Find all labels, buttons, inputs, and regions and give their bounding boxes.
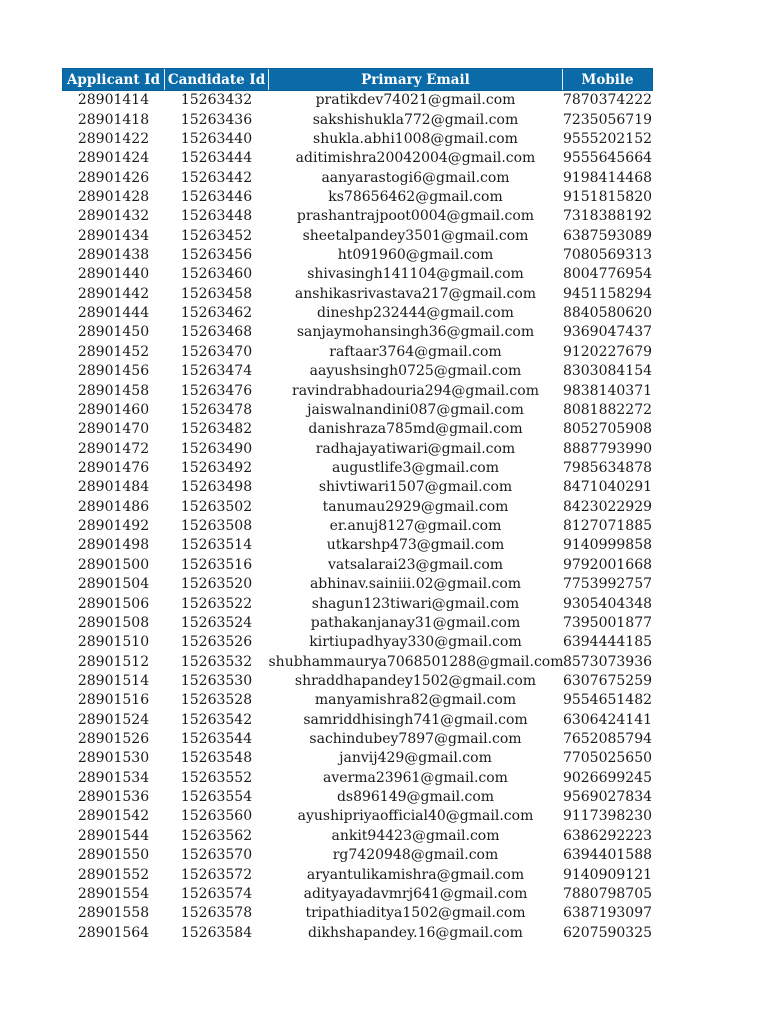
table-header <box>63 69 653 91</box>
primary-email-cell: dikhshapandey.16@gmail.com <box>308 924 523 941</box>
mobile-cell: 6386292223 <box>562 827 653 844</box>
candidate-id-cell: 15263448 <box>180 208 253 225</box>
mobile-cell: 7318388192 <box>562 208 653 225</box>
candidate-id-cell: 15263560 <box>180 808 253 825</box>
table-row <box>63 769 653 788</box>
table-row <box>63 246 653 265</box>
table-row <box>63 517 653 536</box>
table-row <box>63 575 653 594</box>
table-row <box>63 749 653 768</box>
candidate-id-cell: 15263570 <box>180 847 253 864</box>
table-row <box>63 207 653 226</box>
mobile-cell: 7652085794 <box>562 731 653 748</box>
primary-email-cell: sakshishukla772@gmail.com <box>312 111 519 128</box>
applicant-id-cell: 28901456 <box>77 363 150 380</box>
mobile-cell: 8004776954 <box>562 266 653 283</box>
applicant-id-cell: 28901476 <box>77 460 150 476</box>
table-row <box>63 614 653 633</box>
table-row <box>63 788 653 807</box>
candidate-id-cell: 15263528 <box>180 692 253 709</box>
table-row <box>63 265 653 284</box>
applicant-id-cell: 28901452 <box>77 343 150 360</box>
applicant-id-cell: 28901432 <box>77 208 150 225</box>
mobile-cell: 9151815820 <box>562 188 653 205</box>
table-row <box>63 110 653 129</box>
applicant-id-cell: 28901438 <box>77 247 150 264</box>
candidate-id-cell: 15263548 <box>180 750 253 767</box>
primary-email-cell: ankit94423@gmail.com <box>331 827 500 844</box>
mobile-cell: 9554651482 <box>562 692 653 709</box>
applicant-id-cell: 28901492 <box>77 518 150 535</box>
candidate-id-cell: 15263552 <box>180 769 253 786</box>
candidate-id-cell: 15263522 <box>180 595 253 612</box>
candidate-id-cell: 15263452 <box>180 227 253 244</box>
mobile-cell: 9198414468 <box>562 169 653 186</box>
primary-email-cell: ks78656462@gmail.com <box>328 188 503 205</box>
primary-email-cell: tanumau2929@gmail.com <box>322 498 509 515</box>
candidate-id-cell: 15263572 <box>180 866 253 883</box>
mobile-cell: 7705025650 <box>562 750 653 767</box>
applicant-id-cell: 28901516 <box>77 692 150 709</box>
primary-email-cell: aayushsingh0725@gmail.com <box>309 363 522 380</box>
applicant-id-cell: 28901526 <box>77 731 150 748</box>
primary-email-cell: shukla.abhi1008@gmail.com <box>313 130 518 147</box>
mobile-cell: 6307675259 <box>562 672 653 689</box>
candidate-id-cell: 15263444 <box>180 150 253 167</box>
mobile-cell: 9555645664 <box>562 150 653 167</box>
primary-email-cell: samriddhisingh741@gmail.com <box>303 711 528 728</box>
applicant-id-cell: 28901458 <box>77 382 150 399</box>
candidate-id-cell: 15263524 <box>180 614 253 631</box>
header-candidate-id: Candidate Id <box>165 69 269 91</box>
applicants-table <box>62 68 653 943</box>
primary-email-cell: ravindrabhadouria294@gmail.com <box>292 382 539 399</box>
applicant-id-cell: 28901422 <box>77 130 150 147</box>
table-row <box>63 91 653 111</box>
mobile-cell: 6387193097 <box>562 905 653 922</box>
candidate-id-cell: 15263460 <box>180 266 253 283</box>
mobile-cell: 7395001877 <box>562 614 653 631</box>
mobile-cell: 7235056719 <box>562 111 653 128</box>
table-row <box>63 323 653 342</box>
table-row <box>63 130 653 149</box>
primary-email-cell: adityayadavmrj641@gmail.com <box>303 885 528 902</box>
table-row <box>63 149 653 168</box>
table-row <box>63 633 653 652</box>
header-row <box>63 69 653 91</box>
candidate-id-cell: 15263478 <box>180 401 253 418</box>
primary-email-cell: sanjaymohansingh36@gmail.com <box>296 324 535 341</box>
applicant-id-cell: 28901426 <box>77 169 150 186</box>
table-row <box>63 923 653 942</box>
primary-email-cell: shraddhapandey1502@gmail.com <box>294 672 537 689</box>
table-body <box>63 91 653 943</box>
applicant-id-cell: 28901500 <box>77 556 150 573</box>
applicant-id-cell: 28901530 <box>77 750 150 767</box>
primary-email-cell: danishraza785md@gmail.com <box>308 421 523 438</box>
mobile-cell: 6207590325 <box>562 924 653 941</box>
candidate-id-cell: 15263470 <box>180 343 253 360</box>
mobile-cell: 7985634878 <box>562 460 653 476</box>
primary-email-cell: vatsalarai23@gmail.com <box>327 556 504 573</box>
mobile-cell: 9792001668 <box>562 556 653 573</box>
primary-email-cell: jaiswalnandini087@gmail.com <box>307 401 524 418</box>
candidate-id-cell: 15263532 <box>180 653 253 670</box>
primary-email-cell: pathakanjanay31@gmail.com <box>310 614 521 631</box>
table-row <box>63 168 653 187</box>
mobile-cell: 7870374222 <box>562 92 653 109</box>
header-mobile: Mobile <box>563 69 653 91</box>
table-row <box>63 652 653 671</box>
mobile-cell: 9140909121 <box>562 866 653 883</box>
applicant-id-cell: 28901564 <box>77 924 150 941</box>
applicant-id-cell: 28901536 <box>77 789 150 806</box>
candidate-id-cell: 15263498 <box>180 479 253 496</box>
table-row <box>63 846 653 865</box>
candidate-id-cell: 15263468 <box>180 324 253 341</box>
header-applicant-id: Applicant Id <box>63 69 165 91</box>
candidate-id-cell: 15263554 <box>180 789 253 806</box>
candidate-id-cell: 15263442 <box>180 169 253 186</box>
mobile-cell: 7880798705 <box>562 885 653 902</box>
mobile-cell: 9555202152 <box>562 130 653 147</box>
applicant-id-cell: 28901506 <box>77 595 150 612</box>
table-row <box>63 672 653 691</box>
mobile-cell: 9838140371 <box>562 382 653 399</box>
mobile-cell: 8573073936 <box>562 653 653 670</box>
table-row <box>63 711 653 730</box>
applicant-id-cell: 28901440 <box>77 266 150 283</box>
applicant-id-cell: 28901470 <box>77 421 150 438</box>
mobile-cell: 7080569313 <box>562 247 653 264</box>
candidate-id-cell: 15263458 <box>180 285 253 302</box>
mobile-cell: 8303084154 <box>562 363 653 380</box>
mobile-cell: 8471040291 <box>562 479 653 496</box>
candidate-id-cell: 15263578 <box>180 905 253 922</box>
applicant-id-cell: 28901444 <box>77 305 150 322</box>
candidate-id-cell: 15263474 <box>180 363 253 380</box>
primary-email-cell: anshikasrivastava217@gmail.com <box>294 285 537 302</box>
mobile-cell: 8887793990 <box>562 440 653 457</box>
applicant-id-cell: 28901498 <box>77 537 150 554</box>
table-row <box>63 420 653 439</box>
applicant-id-cell: 28901542 <box>77 808 150 825</box>
applicant-id-cell: 28901552 <box>77 866 150 883</box>
applicant-id-cell: 28901434 <box>77 227 150 244</box>
primary-email-cell: ds896149@gmail.com <box>336 789 495 806</box>
candidate-id-cell: 15263530 <box>180 672 253 689</box>
applicant-id-cell: 28901450 <box>77 324 150 341</box>
mobile-cell: 8127071885 <box>562 518 653 535</box>
mobile-cell: 8052705908 <box>562 421 653 438</box>
candidate-id-cell: 15263526 <box>180 634 253 651</box>
mobile-cell: 9117398230 <box>562 808 653 825</box>
applicant-id-cell: 28901460 <box>77 401 150 418</box>
primary-email-cell: ayushipriyaofficial40@gmail.com <box>297 808 534 825</box>
table-row <box>63 865 653 884</box>
candidate-id-cell: 15263432 <box>180 92 253 109</box>
table-row <box>63 188 653 207</box>
candidate-id-cell: 15263520 <box>180 576 253 593</box>
primary-email-cell: utkarshp473@gmail.com <box>326 537 505 554</box>
applicant-id-cell: 28901486 <box>77 498 150 515</box>
primary-email-cell: averma23961@gmail.com <box>323 769 508 786</box>
applicant-id-cell: 28901510 <box>77 634 150 651</box>
candidate-id-cell: 15263584 <box>180 924 253 941</box>
applicant-id-cell: 28901512 <box>77 653 150 670</box>
candidate-id-cell: 15263542 <box>180 711 253 728</box>
candidate-id-cell: 15263446 <box>180 188 253 205</box>
candidate-id-cell: 15263436 <box>180 111 253 128</box>
table-row <box>63 478 653 497</box>
table-row <box>63 691 653 710</box>
primary-email-cell: shivasingh141104@gmail.com <box>307 266 524 283</box>
candidate-id-cell: 15263482 <box>180 421 253 438</box>
candidate-id-cell: 15263516 <box>180 556 253 573</box>
primary-email-cell: shivtiwari1507@gmail.com <box>318 479 513 496</box>
mobile-cell: 9026699245 <box>562 769 653 786</box>
candidate-id-cell: 15263574 <box>180 885 253 902</box>
primary-email-cell: tripathiaditya1502@gmail.com <box>305 905 526 922</box>
applicant-id-cell: 28901442 <box>77 285 150 302</box>
primary-email-cell: kirtiupadhyay330@gmail.com <box>309 634 522 651</box>
table-row <box>63 498 653 517</box>
table-row <box>63 827 653 846</box>
table-row <box>63 807 653 826</box>
applicant-id-cell: 28901508 <box>77 614 150 631</box>
mobile-cell: 6387593089 <box>562 227 653 244</box>
table-row <box>63 227 653 246</box>
candidate-id-cell: 15263502 <box>180 498 253 515</box>
primary-email-cell: pratikdev74021@gmail.com <box>315 92 516 109</box>
applicant-id-cell: 28901554 <box>77 885 150 902</box>
primary-email-cell: shubhammaurya7068501288@gmail.com <box>268 653 564 670</box>
candidate-id-cell: 15263462 <box>180 305 253 322</box>
table-row <box>63 304 653 323</box>
primary-email-cell: sheetalpandey3501@gmail.com <box>302 227 529 244</box>
applicant-id-cell: 28901550 <box>77 847 150 864</box>
applicant-id-cell: 28901534 <box>77 769 150 786</box>
table-row <box>63 439 653 458</box>
primary-email-cell: aryantulikamishra@gmail.com <box>306 866 525 883</box>
candidate-id-cell: 15263492 <box>180 460 253 476</box>
applicant-id-cell: 28901472 <box>77 440 150 457</box>
table-row <box>63 401 653 420</box>
applicant-id-cell: 28901504 <box>77 576 150 593</box>
primary-email-cell: raftaar3764@gmail.com <box>329 343 502 360</box>
mobile-cell: 8840580620 <box>562 305 653 322</box>
mobile-cell: 9569027834 <box>562 789 653 806</box>
primary-email-cell: radhajayatiwari@gmail.com <box>315 440 516 457</box>
primary-email-cell: dineshp232444@gmail.com <box>317 305 514 322</box>
candidate-id-cell: 15263476 <box>180 382 253 399</box>
table-row <box>63 362 653 381</box>
applicant-id-cell: 28901418 <box>77 111 150 128</box>
applicant-id-cell: 28901544 <box>77 827 150 844</box>
primary-email-cell: sachindubey7897@gmail.com <box>309 731 522 748</box>
mobile-cell: 6306424141 <box>562 711 653 728</box>
primary-email-cell: aditimishra20042004@gmail.com <box>295 150 536 167</box>
primary-email-cell: augustlife3@gmail.com <box>331 460 499 476</box>
table-row <box>63 885 653 904</box>
table-row <box>63 904 653 923</box>
table-row <box>63 381 653 400</box>
primary-email-cell: prashantrajpoot0004@gmail.com <box>296 208 535 225</box>
applicant-id-cell: 28901514 <box>77 672 150 689</box>
table-row <box>63 536 653 555</box>
applicant-id-cell: 28901424 <box>77 150 150 167</box>
primary-email-cell: manyamishra82@gmail.com <box>314 692 517 709</box>
primary-email-cell: abhinav.sainiii.02@gmail.com <box>309 576 522 593</box>
primary-email-cell: shagun123tiwari@gmail.com <box>311 595 520 612</box>
mobile-cell: 7753992757 <box>562 576 653 593</box>
table-row <box>63 594 653 613</box>
table-row <box>63 343 653 362</box>
applicant-id-cell: 28901414 <box>77 92 150 109</box>
mobile-cell: 9140999858 <box>562 537 653 554</box>
table-row <box>63 285 653 304</box>
mobile-cell: 8081882272 <box>562 401 653 418</box>
mobile-cell: 6394401588 <box>562 847 653 864</box>
primary-email-cell: ht091960@gmail.com <box>337 247 494 264</box>
candidate-id-cell: 15263514 <box>180 537 253 554</box>
candidate-id-cell: 15263508 <box>180 518 253 535</box>
candidate-id-cell: 15263440 <box>180 130 253 147</box>
table-row <box>63 556 653 575</box>
table-row <box>63 730 653 749</box>
mobile-cell: 9369047437 <box>562 324 653 341</box>
applicant-id-cell: 28901558 <box>77 905 150 922</box>
mobile-cell: 9305404348 <box>562 595 653 612</box>
primary-email-cell: aanyarastogi6@gmail.com <box>321 169 510 186</box>
mobile-cell: 6394444185 <box>562 634 653 651</box>
primary-email-cell: rg7420948@gmail.com <box>332 847 499 864</box>
applicant-id-cell: 28901428 <box>77 188 150 205</box>
applicant-id-cell: 28901484 <box>77 479 150 496</box>
candidate-id-cell: 15263490 <box>180 440 253 457</box>
mobile-cell: 9451158294 <box>562 285 653 302</box>
candidate-id-cell: 15263544 <box>180 731 253 748</box>
primary-email-cell: janvij429@gmail.com <box>339 750 492 767</box>
mobile-cell: 9120227679 <box>562 343 653 360</box>
candidate-id-cell: 15263456 <box>180 247 253 264</box>
header-primary-email: Primary Email <box>269 69 563 91</box>
primary-email-cell: er.anuj8127@gmail.com <box>329 518 502 535</box>
applicant-id-cell: 28901524 <box>77 711 150 728</box>
candidate-id-cell: 15263562 <box>180 827 253 844</box>
mobile-cell: 8423022929 <box>562 498 653 515</box>
table-row <box>63 459 653 478</box>
